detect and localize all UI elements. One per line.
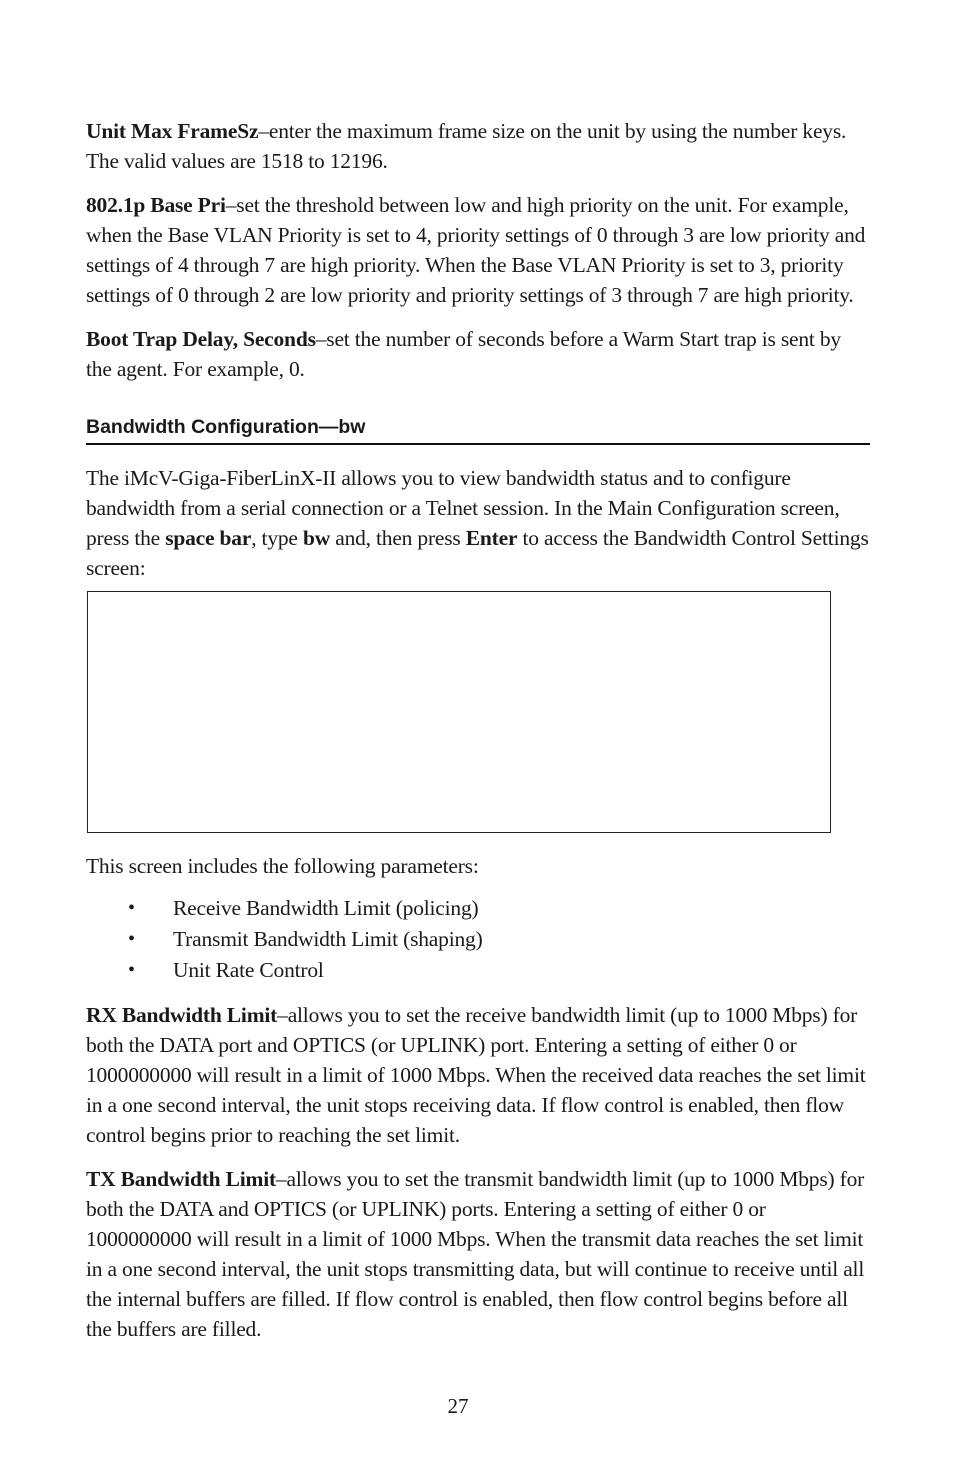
unit-max-framesz-term: Unit Max FrameSz xyxy=(86,119,259,143)
intro-part4: to access the Bandwidth Control Settings screen: xyxy=(86,526,869,580)
list-item-text: Receive Bandwidth Limit (policing) xyxy=(173,896,479,920)
section-heading: Bandwidth Configuration—bw xyxy=(86,414,870,445)
unit-max-framesz-text: –enter the maximum frame size on the unit by using the number keys. The valid values are 1518 to 12196. xyxy=(86,119,847,173)
tx-bandwidth-term: TX Bandwidth Limit xyxy=(86,1167,276,1191)
base-pri-term: 802.1p Base Pri xyxy=(86,193,226,217)
boot-trap-paragraph xyxy=(86,324,870,384)
intro-bold-space-bar: space bar xyxy=(165,526,252,550)
unit-max-framesz-paragraph xyxy=(86,116,870,176)
page-number: 27 xyxy=(447,1394,469,1418)
intro-paragraph xyxy=(86,463,870,583)
intro-part3: and, then press xyxy=(330,526,466,550)
boot-trap-term: Boot Trap Delay, Seconds xyxy=(86,327,316,351)
list-item xyxy=(86,955,870,986)
bullet-icon: • xyxy=(128,928,135,950)
rx-bandwidth-text: –allows you to set the receive bandwidth limit (up to 1000 Mbps) for both the DATA port and OPTICS (or UPLINK) port. Entering a setting of either 0 or 1000000000 will result in a limit of 1000 Mbps. When the received data reaches the set limit in a one second interval, the unit stops receiving data. If flow control is enabled, then flow control begins prior to reaching the set limit. xyxy=(86,1003,866,1147)
bullet-icon: • xyxy=(128,959,135,981)
intro-bold-enter: Enter xyxy=(465,526,518,550)
list-item-text: Unit Rate Control xyxy=(173,958,324,982)
list-item xyxy=(86,924,870,955)
rx-bandwidth-paragraph xyxy=(86,1000,870,1150)
boot-trap-text: –set the number of seconds before a Warm Start trap is sent by the agent. For example, 0. xyxy=(86,327,841,381)
base-pri-text: –set the threshold between low and high priority on the unit. For example, when the Base VLAN Priority is set to 4, priority settings of 0 through 3 are low priority and settings of 4 through 7 are high priority. When the Base VLAN Priority is set to 3, priority settings of 0 through 2 are low priority and priority settings of 3 through 7 are high priority. xyxy=(86,193,866,307)
intro-bold-bw: bw xyxy=(302,526,331,550)
list-item-text: Transmit Bandwidth Limit (shaping) xyxy=(173,927,483,951)
intro-part1: The iMcV-Giga-FiberLinX-II allows you to view bandwidth status and to configure bandwidth from a serial connection or a Telnet session. In the Main Configuration screen, press the xyxy=(86,466,840,550)
tx-bandwidth-text: –allows you to set the transmit bandwidth limit (up to 1000 Mbps) for both the DATA and OPTICS (or UPLINK) ports. Entering a setting of either 0 or 1000000000 will result in a limit of 1000 Mbps. When the transmit data reaches the set limit in a one second interval, the unit stops transmitting data, but will continue to receive until all the internal buffers are filled. If flow control is enabled, then flow control begins before all the buffers are filled. xyxy=(86,1167,865,1341)
includes-paragraph: This screen includes the following parameters: xyxy=(86,854,479,878)
list-item xyxy=(86,893,870,924)
bullet-icon: • xyxy=(128,897,135,919)
screen-capture-box xyxy=(87,591,831,833)
rx-bandwidth-term: RX Bandwidth Limit xyxy=(86,1003,278,1027)
tx-bandwidth-paragraph xyxy=(86,1164,870,1344)
page-content xyxy=(86,116,870,1358)
parameter-list xyxy=(86,893,870,986)
intro-part2: , type xyxy=(251,526,303,550)
base-pri-paragraph xyxy=(86,190,870,310)
